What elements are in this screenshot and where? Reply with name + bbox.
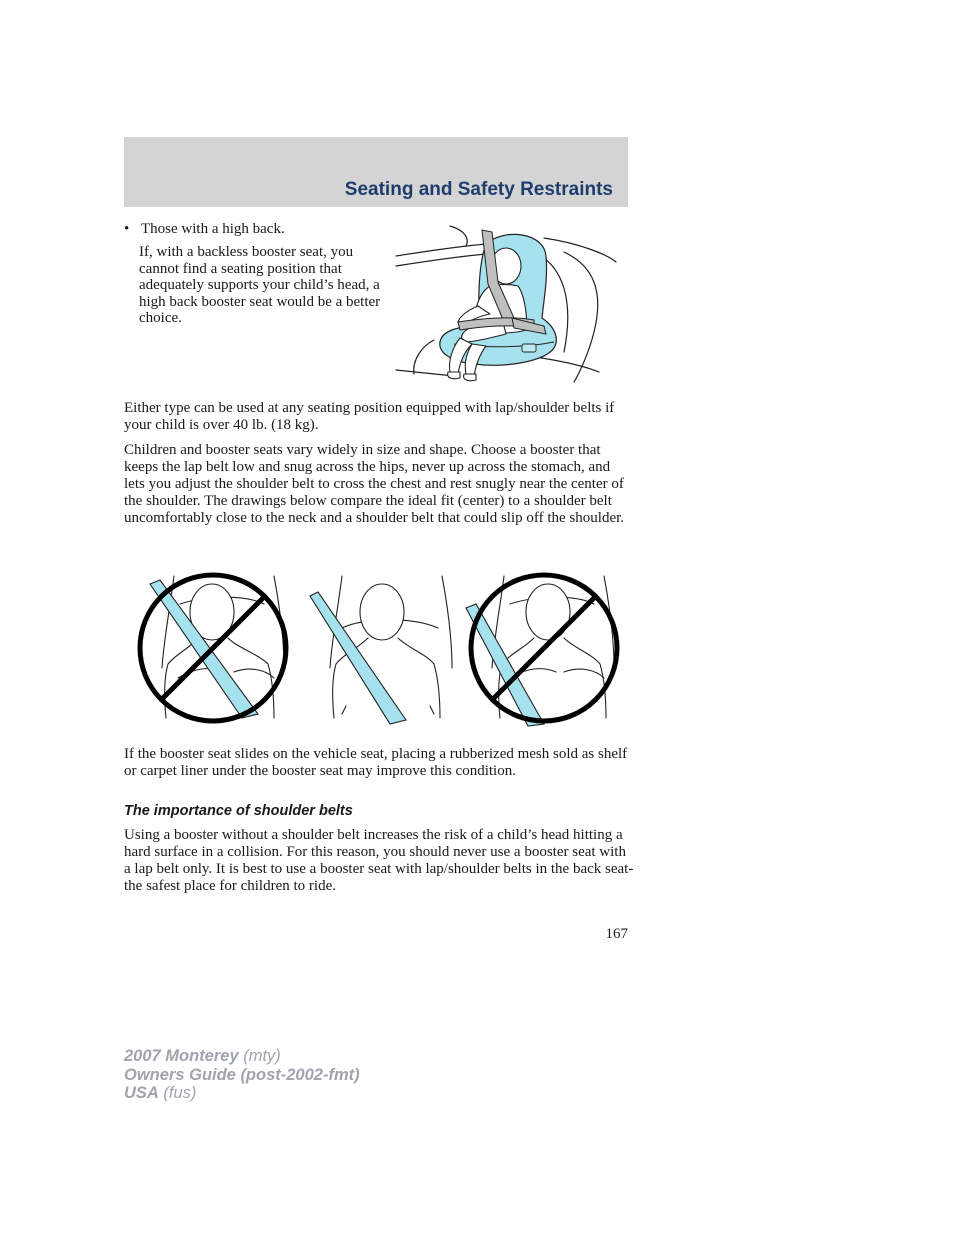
subheading-shoulder-belts: The importance of shoulder belts [124, 803, 353, 819]
footer-line-2: Owners Guide (post-2002-fmt) [124, 1065, 360, 1084]
page-number: 167 [605, 926, 628, 942]
document-footer [124, 1047, 360, 1103]
high-back-booster-illustration [394, 222, 624, 384]
paragraph-shoulder-belt-risk: Using a booster without a shoulder belt increases the risk of a child’s head hitting a hard surface in a collision. For this reason, you should never use a booster seat with a lap belt only. It is best to use a booster seat with lap/shoulder belts in the back seat- the safest place for children to ride. [124, 827, 634, 894]
paragraph-rubber-mesh: If the booster seat slides on the vehicle seat, placing a rubberized mesh sold as shelf or carpet liner under the booster seat may improve this condition. [124, 746, 628, 779]
belt-ideal-fit [310, 576, 452, 724]
high-back-paragraph: If, with a backless booster seat, you cannot find a seating position that adequately supports your child’s head, a high back booster seat would be a better choice. [139, 244, 381, 326]
header-band [124, 137, 628, 207]
section-title: Seating and Safety Restraints [344, 179, 613, 200]
belt-off-shoulder [466, 575, 617, 726]
belt-too-close-to-neck [140, 575, 286, 721]
bullet-item [124, 221, 364, 238]
bullet-marker: • [124, 221, 130, 237]
bullet-text: Those with a high back. [141, 221, 285, 237]
paragraph-booster-fit: Children and booster seats vary widely in size and shape. Choose a booster that keeps the lap belt low and snug across the hips, never up across the stomach, and lets you adjust the shoulder belt to cross the chest and rest snugly near the center of the shoulder. The drawings below compare the ideal fit (center) to a shoulder belt uncomfortably close to the neck and a shoulder belt that could slip off the shoulder. [124, 442, 625, 526]
belt-fit-comparison [134, 568, 624, 728]
paragraph-seating-position: Either type can be used at any seating position equipped with lap/shoulder belts if your child is over 40 lb. (18 kg). [124, 400, 615, 433]
footer-line-3: USA (fus) [124, 1084, 197, 1102]
footer-line-1: 2007 Monterey (mty) [124, 1047, 281, 1065]
